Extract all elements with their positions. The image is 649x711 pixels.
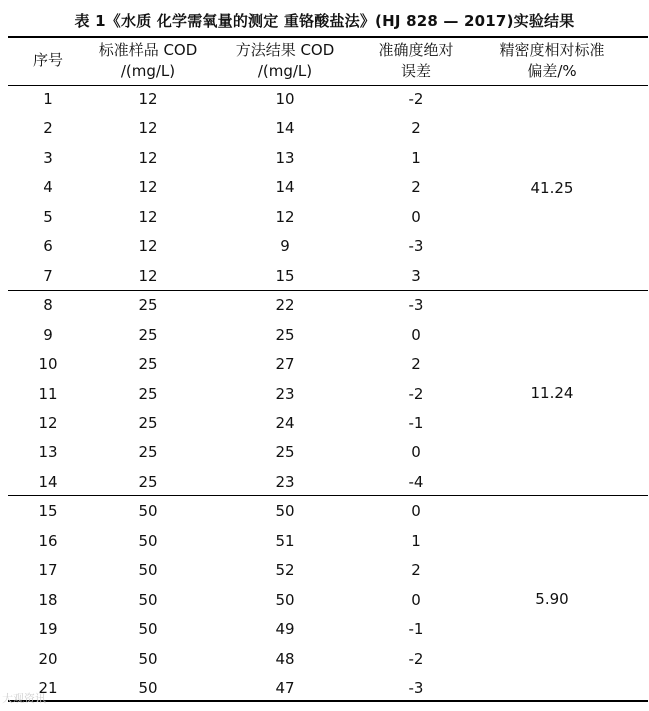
cell-error: 0: [411, 591, 421, 609]
header-seq: 序号: [32, 51, 63, 69]
cell-error: -3: [408, 296, 424, 314]
cell-error: -3: [408, 679, 424, 697]
cell-seq: 1: [43, 90, 53, 108]
cell-standard: 50: [138, 561, 158, 579]
cell-error: 0: [411, 208, 421, 226]
cell-seq: 6: [43, 237, 53, 255]
cell-standard: 12: [138, 237, 158, 255]
header-accuracy-line2: 误差: [400, 62, 431, 80]
cell-standard: 25: [138, 473, 158, 491]
cell-standard: 50: [138, 532, 158, 550]
cell-standard: 25: [138, 326, 158, 344]
cell-result: 14: [275, 119, 295, 137]
cell-result: 15: [275, 267, 295, 285]
cell-standard: 50: [138, 679, 158, 697]
cell-result: 12: [275, 208, 295, 226]
cell-error: 3: [411, 267, 421, 285]
cell-seq: 20: [38, 650, 58, 668]
cell-error: 2: [411, 119, 421, 137]
cell-seq: 10: [38, 355, 58, 373]
table-caption: 表 1《水质 化学需氧量的测定 重铬酸盐法》(HJ 828 — 2017)实验结果: [74, 12, 575, 30]
cell-result: 24: [275, 414, 295, 432]
watermark-text: 大观资讯: [2, 692, 46, 705]
cell-standard: 25: [138, 443, 158, 461]
header-rule: [8, 85, 648, 86]
cell-result: 13: [275, 149, 295, 167]
cell-result: 9: [280, 237, 290, 255]
precision-group-1: 41.25: [530, 179, 574, 197]
cell-seq: 16: [38, 532, 58, 550]
cell-standard: 25: [138, 385, 158, 403]
cell-standard: 12: [138, 119, 158, 137]
group-rule-1: [8, 290, 648, 291]
cell-standard: 25: [138, 296, 158, 314]
cell-standard: 50: [138, 502, 158, 520]
cell-standard: 12: [138, 208, 158, 226]
cell-standard: 50: [138, 591, 158, 609]
cell-error: 2: [411, 561, 421, 579]
header-accuracy: [355, 40, 477, 82]
cell-result: 47: [275, 679, 295, 697]
cell-standard: 50: [138, 650, 158, 668]
header-standard-line2: /(mg/L): [120, 62, 176, 80]
cell-standard: 25: [138, 414, 158, 432]
header-standard-line1: 标准样品 COD: [98, 41, 198, 59]
cell-result: 22: [275, 296, 295, 314]
cell-result: 27: [275, 355, 295, 373]
cell-error: -1: [408, 620, 424, 638]
cell-seq: 7: [43, 267, 53, 285]
cell-error: -2: [408, 90, 424, 108]
cell-standard: 12: [138, 178, 158, 196]
cell-error: 0: [411, 443, 421, 461]
precision-group-3: 5.90: [535, 590, 569, 608]
cell-seq: 21: [38, 679, 58, 697]
cell-error: 0: [411, 502, 421, 520]
cell-result: 51: [275, 532, 295, 550]
cell-error: 2: [411, 355, 421, 373]
cell-seq: 15: [38, 502, 58, 520]
header-standard: [88, 40, 208, 82]
header-result-line2: /(mg/L): [257, 62, 313, 80]
cell-error: 0: [411, 326, 421, 344]
cell-result: 50: [275, 591, 295, 609]
group-rule-2: [8, 495, 648, 496]
cell-result: 25: [275, 326, 295, 344]
cell-seq: 11: [38, 385, 58, 403]
header-precision-line1: 精密度相对标准: [499, 41, 605, 59]
cell-result: 49: [275, 620, 295, 638]
cell-result: 52: [275, 561, 295, 579]
cell-standard: 12: [138, 90, 158, 108]
cell-result: 48: [275, 650, 295, 668]
cell-standard: 50: [138, 620, 158, 638]
cell-seq: 12: [38, 414, 58, 432]
cell-error: -2: [408, 385, 424, 403]
cell-seq: 19: [38, 620, 58, 638]
cell-standard: 12: [138, 267, 158, 285]
table-top-rule: [8, 36, 648, 38]
cell-error: -1: [408, 414, 424, 432]
header-accuracy-line1: 准确度绝对: [378, 41, 454, 59]
header-result-line1: 方法结果 COD: [235, 41, 335, 59]
cell-seq: 14: [38, 473, 58, 491]
cell-result: 23: [275, 473, 295, 491]
header-precision-line2: 偏差/%: [527, 62, 577, 80]
cell-result: 50: [275, 502, 295, 520]
cell-result: 23: [275, 385, 295, 403]
precision-group-2: 11.24: [530, 384, 574, 402]
cell-error: -3: [408, 237, 424, 255]
cell-error: 1: [411, 149, 421, 167]
cell-seq: 4: [43, 178, 53, 196]
cell-seq: 13: [38, 443, 58, 461]
cell-result: 14: [275, 178, 295, 196]
cell-seq: 5: [43, 208, 53, 226]
cell-seq: 8: [43, 296, 53, 314]
cell-error: 2: [411, 178, 421, 196]
cell-seq: 17: [38, 561, 58, 579]
cell-seq: 3: [43, 149, 53, 167]
cell-result: 10: [275, 90, 295, 108]
cell-seq: 2: [43, 119, 53, 137]
cell-result: 25: [275, 443, 295, 461]
cell-standard: 12: [138, 149, 158, 167]
cell-seq: 18: [38, 591, 58, 609]
cell-error: -2: [408, 650, 424, 668]
header-result: [215, 40, 355, 82]
header-precision: [477, 40, 627, 82]
cell-error: 1: [411, 532, 421, 550]
table-bottom-rule: [8, 700, 648, 702]
cell-seq: 9: [43, 326, 53, 344]
cell-error: -4: [408, 473, 424, 491]
cell-standard: 25: [138, 355, 158, 373]
